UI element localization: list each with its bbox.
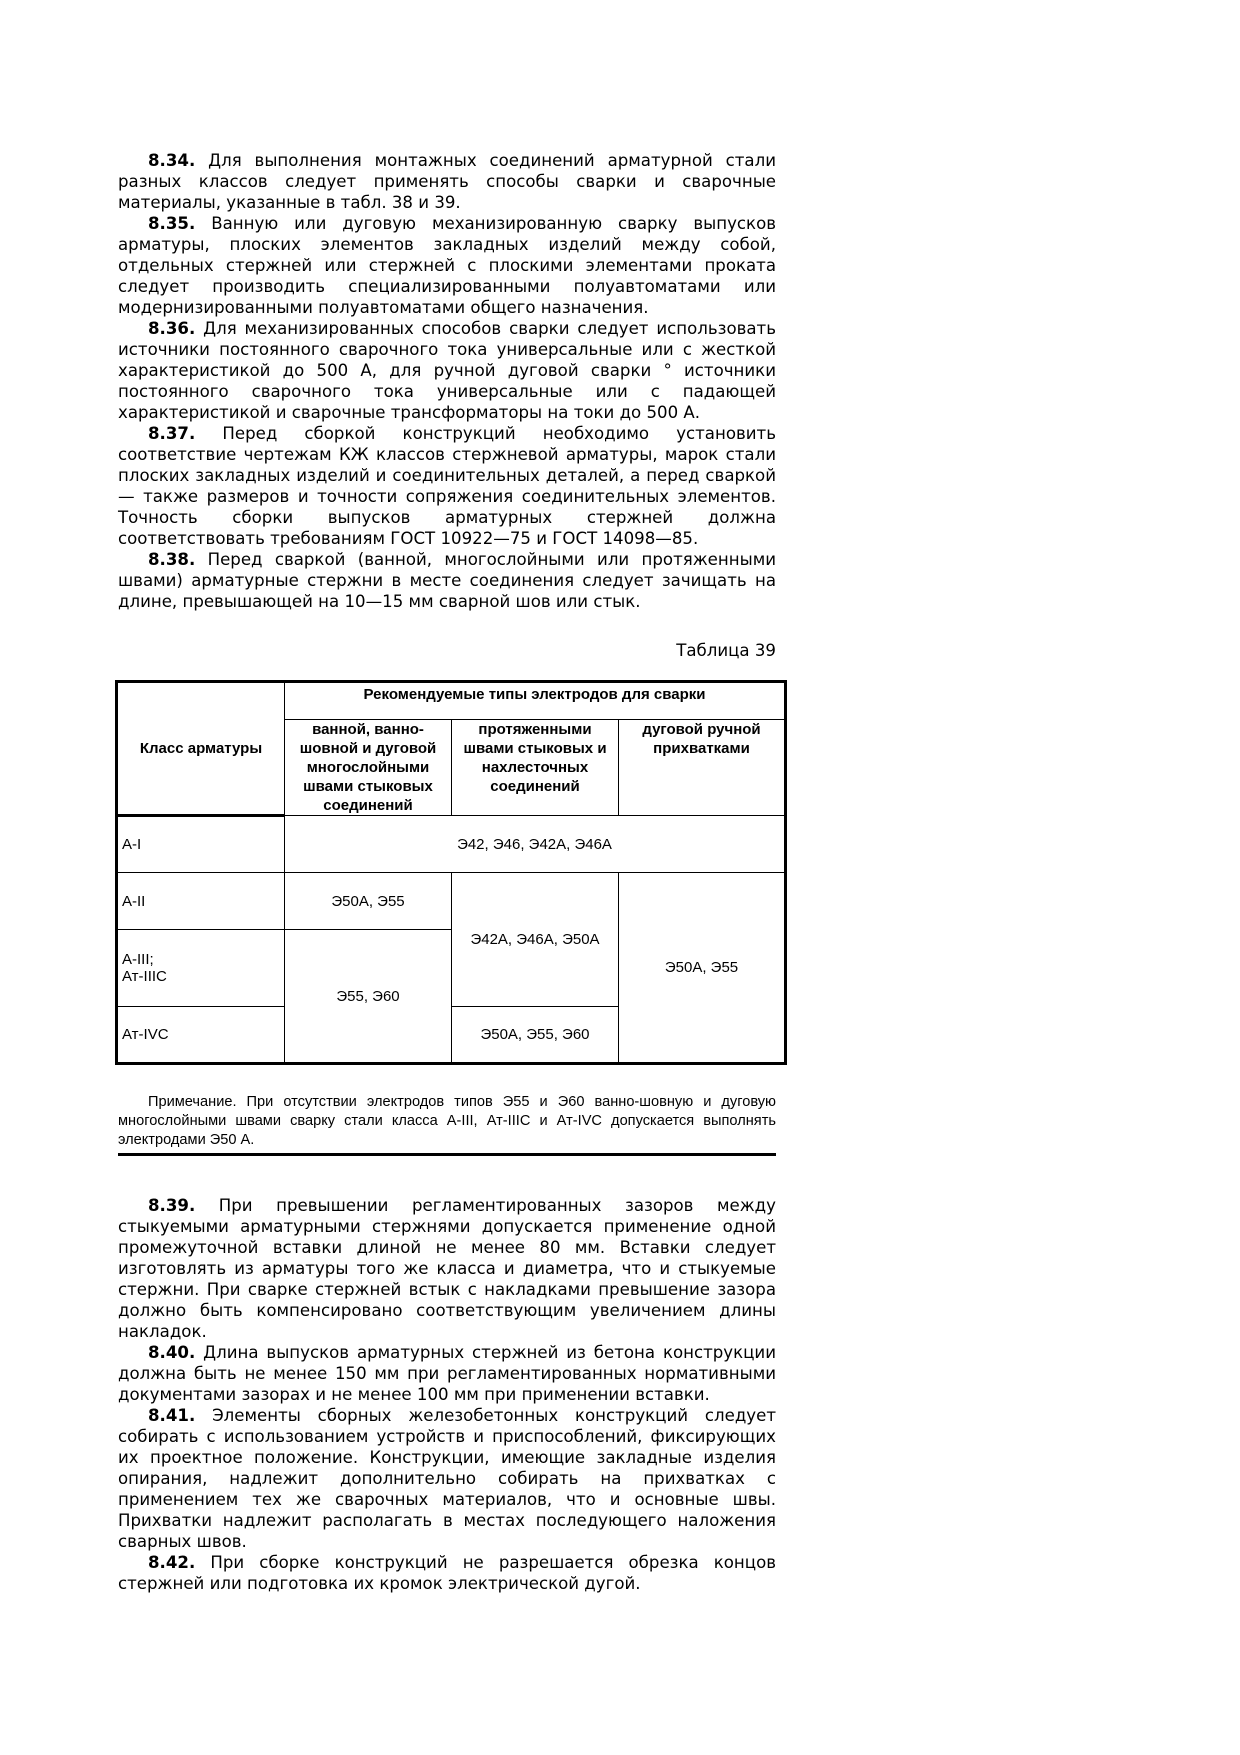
paragraph-text: Перед сборкой конструкций необходимо установить соответствие чертежам КЖ классов стержневой арматуры, марок стали плоских закладных изделий и соединительных деталей, а перед сваркой — также размеров и точности сопряжения соединительных элементов. Точность сборки выпусков арматурных стержней должна соответствовать требованиям ГОСТ 10922—75 и ГОСТ 14098—85. (118, 424, 776, 548)
paragraph-number: 8.37. (148, 424, 196, 443)
bottom-text-block (118, 1195, 776, 1594)
row-electrodes-col1: Э55, Э60 (285, 930, 452, 1064)
paragraph-8-37 (118, 423, 776, 549)
paragraph-8-42 (118, 1552, 776, 1594)
paragraph-8-35 (118, 213, 776, 318)
paragraph-8-40 (118, 1342, 776, 1405)
header-col-2: протяженными швами стыковых и нахлесточных соединений (452, 720, 619, 816)
paragraph-text: Элементы сборных железобетонных конструкций следует собирать с использованием устройств и приспособлений, фиксирующих их проектное положение. Конструкции, имеющие закладные изделия опирания, надлежит дополнительно собирать на прихватках с применением тех же сварочных материалов, что и основные швы. Прихватки надлежит располагать в местах последующего наложения сварных швов. (118, 1406, 776, 1551)
row-electrodes: Э42, Э46, Э42А, Э46А (285, 816, 786, 873)
paragraph-text: При сборке конструкций не разрешается обрезка концов стержней или подготовка их кромок электрической дугой. (118, 1553, 777, 1593)
row-class-line: Ат-IIIС (122, 968, 167, 985)
paragraph-8-38 (118, 549, 776, 612)
header-group: Рекомендуемые типы электродов для сварки (285, 682, 786, 720)
row-class: А-I (117, 816, 285, 873)
paragraph-text: Для выполнения монтажных соединений арматурной стали разных классов следует применять способы сварки и сварочные материалы, указанные в табл. 38 и 39. (118, 151, 776, 212)
row-class-line: А-III; (122, 951, 154, 968)
paragraph-number: 8.40. (148, 1343, 196, 1362)
paragraph-number: 8.36. (148, 319, 196, 338)
paragraph-number: 8.42. (148, 1553, 196, 1572)
table-note: Примечание. При отсутствии электродов типов Э55 и Э60 ванно-шовную и дуговую многослойными швами сварку стали класса А-III, Ат-IIIС и Ат-IVС допускается выполнять электродами Э50 А. (118, 1093, 776, 1156)
paragraph-8-34 (118, 150, 776, 213)
table-caption: Таблица 39 (676, 641, 776, 660)
header-col-3: дуговой ручной прихватками (619, 720, 786, 816)
row-electrodes-col3: Э50А, Э55 (619, 873, 786, 1064)
row-class (117, 930, 285, 1007)
table-row (117, 816, 786, 873)
paragraph-8-36 (118, 318, 776, 423)
header-row (117, 682, 786, 720)
row-electrodes-col1: Э50А, Э55 (285, 873, 452, 930)
electrode-table (115, 680, 787, 1065)
row-electrodes-col2: Э42А, Э46А, Э50А (452, 873, 619, 1007)
paragraph-8-41 (118, 1405, 776, 1552)
paragraph-number: 8.34. (148, 151, 196, 170)
row-electrodes-col2: Э50А, Э55, Э60 (452, 1007, 619, 1064)
row-class: Ат-IVС (117, 1007, 285, 1064)
paragraph-8-39 (118, 1195, 776, 1342)
paragraph-text: Для механизированных способов сварки следует использовать источники постоянного сварочного тока универсальные или с жесткой характеристикой до 500 А, для ручной дуговой сварки ° источники постоянного сварочного тока универсальные или с падающей характеристикой и сварочные трансформаторы на токи до 500 А. (118, 319, 776, 422)
paragraph-text: Ванную или дуговую механизированную сварку выпусков арматуры, плоских элементов закладных изделий между собой, отдельных стержней или стержней с плоскими элементами проката следует производить специализированными полуавтоматами или модернизированными полуавтоматами общего назначения. (118, 214, 776, 317)
paragraph-number: 8.35. (148, 214, 196, 233)
paragraph-number: 8.41. (148, 1406, 196, 1425)
paragraph-text: При превышении регламентированных зазоров между стыкуемыми арматурными стержнями допускается применение одной промежуточной вставки длиной не менее 80 мм. Вставки следует изготовлять из арматуры того же класса и диаметра, что и стыкуемые стержни. При сварке стержней встык с накладками превышение зазора должно быть компенсировано соответствующим увеличением длины накладок. (118, 1196, 776, 1341)
header-class: Класс арматуры (117, 682, 285, 816)
table-row (117, 873, 786, 930)
paragraph-text: Длина выпусков арматурных стержней из бетона конструкции должна быть не менее 150 мм при регламентированных нормативными документами зазорах и не менее 100 мм при применении вставки. (118, 1343, 776, 1404)
top-text-block (118, 150, 776, 612)
header-col-1: ванной, ванно-шовной и дуговой многослойными швами стыковых соединений (285, 720, 452, 816)
paragraph-number: 8.39. (148, 1196, 196, 1215)
paragraph-text: Перед сваркой (ванной, многослойными или протяженными швами) арматурные стержни в месте соединения следует зачищать на длине, превышающей на 10—15 мм сварной шов или стык. (118, 550, 776, 611)
row-class: А-II (117, 873, 285, 930)
paragraph-number: 8.38. (148, 550, 196, 569)
